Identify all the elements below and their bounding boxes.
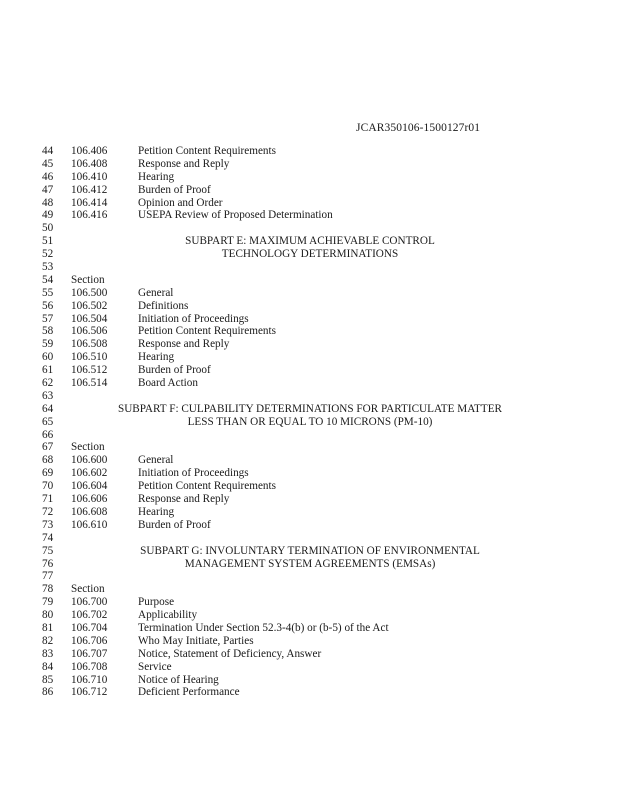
document-line [42,429,602,442]
section-title: Deficient Performance [138,686,240,699]
line-number: 80 [42,609,54,622]
section-title: Initiation of Proceedings [138,312,249,325]
document-line [42,493,602,506]
section-number: 106.416 [71,209,108,222]
section-title: Board Action [138,377,198,390]
line-number: 72 [42,505,54,518]
line-number: 62 [42,377,54,390]
document-line [42,661,602,674]
section-number: 106.500 [71,286,108,299]
section-title: Service [138,660,172,673]
section-number: 106.512 [71,364,108,377]
document-line [42,570,602,583]
document-line [42,184,602,197]
section-title: Burden of Proof [138,183,211,196]
line-number: 57 [42,312,54,325]
document-line [42,596,602,609]
section-number: 106.602 [71,467,108,480]
section-number: 106.506 [71,325,108,338]
line-number: 65 [42,415,54,428]
line-number: 49 [42,209,54,222]
section-number: 106.600 [71,454,108,467]
section-title: Purpose [138,596,175,609]
subpart-heading: SUBPART E: MAXIMUM ACHIEVABLE CONTROL [185,235,435,248]
section-title: Notice of Hearing [138,673,219,686]
document-line [42,377,602,390]
document-line [42,506,602,519]
section-title: General [138,454,174,467]
line-number: 75 [42,544,54,557]
line-number: 56 [42,299,54,312]
subpart-heading: TECHNOLOGY DETERMINATIONS [221,248,399,261]
section-number: 106.610 [71,518,108,531]
section-number: 106.707 [71,647,108,660]
section-number: 106.700 [71,596,108,609]
line-number: 45 [42,157,54,170]
document-line [42,467,602,480]
document-line [42,403,602,416]
section-number: Section [71,441,105,454]
document-line [42,648,602,661]
document-line [42,158,602,171]
line-number: 70 [42,480,54,493]
section-number: 106.502 [71,299,108,312]
line-number: 77 [42,570,54,583]
section-title: Petition Content Requirements [138,480,276,493]
line-number: 58 [42,325,54,338]
document-line [42,480,602,493]
document-line [42,171,602,184]
line-number: 46 [42,170,54,183]
section-title: Applicability [138,609,198,622]
section-title: Opinion and Order [138,196,223,209]
document-line [42,313,602,326]
line-number: 69 [42,467,54,480]
section-number: 106.706 [71,634,108,647]
line-number: 84 [42,660,54,673]
section-number: Section [71,273,105,286]
document-line [42,145,602,158]
section-title: Notice, Statement of Deficiency, Answer [138,647,322,660]
section-number: 106.604 [71,480,108,493]
section-title: General [138,286,174,299]
document-line [42,416,602,429]
line-number: 79 [42,596,54,609]
section-number: 106.412 [71,183,108,196]
section-title: Definitions [138,299,189,312]
line-number: 64 [42,402,54,415]
line-number: 44 [42,145,54,157]
section-title: Who May Initiate, Parties [138,634,254,647]
section-title: USEPA Review of Proposed Determination [138,209,333,222]
document-line [42,197,602,210]
section-number: 106.514 [71,377,108,390]
section-title: Initiation of Proceedings [138,467,249,480]
section-number: 106.702 [71,609,108,622]
line-number: 74 [42,531,54,544]
numbered-lines [42,145,602,699]
section-title: Response and Reply [138,493,230,506]
section-number: 106.712 [71,686,108,699]
document-line [42,287,602,300]
section-title: Hearing [138,170,175,183]
section-number: 106.608 [71,505,108,518]
document-line [42,222,602,235]
section-title: Hearing [138,351,175,364]
document-line [42,390,602,403]
section-title: Response and Reply [138,338,230,351]
line-number: 52 [42,248,54,261]
section-title: Hearing [138,505,175,518]
section-number: 106.408 [71,157,108,170]
line-number: 53 [42,261,54,274]
line-number: 86 [42,686,54,699]
document-line [42,558,602,571]
section-number: 106.710 [71,673,108,686]
section-title: Response and Reply [138,157,230,170]
line-number: 54 [42,273,54,286]
line-number: 61 [42,364,54,377]
section-number: 106.406 [71,145,108,157]
document-line [42,674,602,687]
line-number: 66 [42,428,54,441]
document-line [42,441,602,454]
subpart-heading: SUBPART G: INVOLUNTARY TERMINATION OF ENVIRONMENTAL [140,544,480,557]
line-number: 73 [42,518,54,531]
section-number: 106.708 [71,660,108,673]
line-number: 60 [42,351,54,364]
section-title: Petition Content Requirements [138,145,276,157]
line-number: 63 [42,389,54,402]
section-number: 106.704 [71,621,108,634]
document-line [42,519,602,532]
line-number: 82 [42,634,54,647]
document-id: JCAR350106-1500127r01 [356,122,481,134]
line-number: 59 [42,338,54,351]
line-number: 50 [42,222,54,235]
document-line [42,609,602,622]
document-line [42,209,602,222]
line-number: 76 [42,557,54,570]
section-number: 106.508 [71,338,108,351]
line-number: 78 [42,583,54,596]
line-number: 85 [42,673,54,686]
section-number: 106.510 [71,351,108,364]
subpart-heading: LESS THAN OR EQUAL TO 10 MICRONS (PM-10) [187,415,433,428]
section-title: Termination Under Section 52.3-4(b) or (b-5) of the Act [138,621,389,634]
document-line [42,532,602,545]
document-line [42,545,602,558]
document-line [42,300,602,313]
section-number: 106.606 [71,493,108,506]
section-title: Burden of Proof [138,364,211,377]
document-line [42,325,602,338]
section-title: Burden of Proof [138,518,211,531]
document-line [42,261,602,274]
document-line [42,622,602,635]
section-number: 106.414 [71,196,108,209]
document-line [42,454,602,467]
section-number: Section [71,583,105,596]
document-line [42,351,602,364]
document-line [42,364,602,377]
line-number: 55 [42,286,54,299]
line-number: 81 [42,621,54,634]
section-number: 106.410 [71,170,108,183]
subpart-heading: MANAGEMENT SYSTEM AGREEMENTS (EMSAs) [184,557,436,570]
section-number: 106.504 [71,312,108,325]
document-line [42,274,602,287]
line-number: 71 [42,493,54,506]
document-line [42,686,602,699]
line-number: 67 [42,441,54,454]
line-number: 68 [42,454,54,467]
section-title: Petition Content Requirements [138,325,276,338]
document-line [42,248,602,261]
document-line [42,338,602,351]
document-line [42,235,602,248]
line-number: 83 [42,647,54,660]
line-number: 51 [42,235,54,248]
document-line [42,583,602,596]
line-number: 47 [42,183,54,196]
line-number: 48 [42,196,54,209]
document-line [42,635,602,648]
subpart-heading: SUBPART F: CULPABILITY DETERMINATIONS FOR PARTICULATE MATTER [117,402,503,415]
